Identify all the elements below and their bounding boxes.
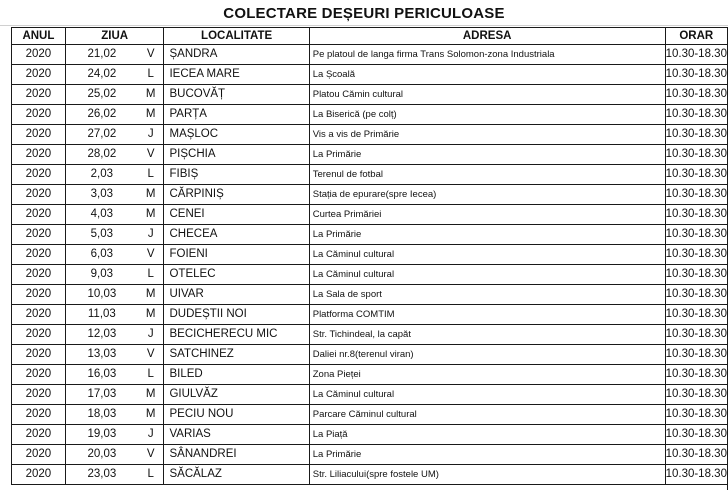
- cell-address: La Piață: [309, 425, 665, 445]
- cell-date: 28,02: [65, 145, 138, 165]
- cell-address: Str. Tichindeal, la capăt: [309, 325, 665, 345]
- cell-hours: 10.30-18.30: [665, 145, 727, 165]
- cell-year: 2020: [12, 205, 66, 225]
- cell-weekday: J: [138, 425, 164, 445]
- cell-hours: 10.30-18.30: [665, 85, 727, 105]
- cell-date: 20,03: [65, 445, 138, 465]
- cell-year: 2020: [12, 185, 66, 205]
- cell-locality: IECEA MARE: [164, 65, 309, 85]
- table-row: [12, 385, 728, 405]
- cell-date: 3,03: [65, 185, 138, 205]
- cell-weekday: L: [138, 365, 164, 385]
- cell-locality: SATCHINEZ: [164, 345, 309, 365]
- table-row: [12, 225, 728, 245]
- cell-hours: 10.30-18.30: [665, 265, 727, 285]
- table-row: [12, 165, 728, 185]
- cell-weekday: V: [138, 145, 164, 165]
- cell-date: 5,03: [65, 225, 138, 245]
- cell-weekday: V: [138, 245, 164, 265]
- cell-address: La Școală: [309, 65, 665, 85]
- cell-date: 16,03: [65, 365, 138, 385]
- cell-date: 26,02: [65, 105, 138, 125]
- table-row: [12, 105, 728, 125]
- cell-hours: 10.30-18.30: [665, 405, 727, 425]
- cell-year: 2020: [12, 345, 66, 365]
- cell-address: Curtea Primăriei: [309, 205, 665, 225]
- cell-hours: 10.30-18.30: [665, 245, 727, 265]
- cell-year: 2020: [12, 145, 66, 165]
- cell-address: Platforma COMTIM: [309, 305, 665, 325]
- cell-weekday: M: [138, 205, 164, 225]
- table-row: [12, 125, 728, 145]
- cell-locality: PECIU NOU: [164, 405, 309, 425]
- table-row: [12, 325, 728, 345]
- cell-locality: UIVAR: [164, 285, 309, 305]
- table-row: [12, 445, 728, 465]
- cell-address: La Primărie: [309, 225, 665, 245]
- table-row: [12, 245, 728, 265]
- cell-weekday: L: [138, 265, 164, 285]
- table-row: [12, 45, 728, 65]
- cell-address: Vis a vis de Primărie: [309, 125, 665, 145]
- cell-date: 17,03: [65, 385, 138, 405]
- cell-year: 2020: [12, 425, 66, 445]
- cell-date: 2,03: [65, 165, 138, 185]
- cell-year: 2020: [12, 65, 66, 85]
- cell-year: 2020: [12, 445, 66, 465]
- cell-weekday: M: [138, 385, 164, 405]
- cell-date: 27,02: [65, 125, 138, 145]
- cell-weekday: L: [138, 465, 164, 485]
- table-row: [12, 185, 728, 205]
- cell-year: 2020: [12, 225, 66, 245]
- cell-year: 2020: [12, 125, 66, 145]
- cell-hours: 10.30-18.30: [665, 465, 727, 485]
- cell-locality: CĂRPINIȘ: [164, 185, 309, 205]
- cell-locality: OTELEC: [164, 265, 309, 285]
- cell-year: 2020: [12, 285, 66, 305]
- cell-hours: 10.30-18.30: [665, 45, 727, 65]
- cell-year: 2020: [12, 305, 66, 325]
- header-locality: LOCALITATE: [164, 28, 309, 45]
- cell-hours: 10.30-18.30: [665, 105, 727, 125]
- cell-weekday: M: [138, 405, 164, 425]
- cell-date: 10,03: [65, 285, 138, 305]
- cell-hours: 10.30-18.30: [665, 445, 727, 465]
- cell-locality: SĂCĂLAZ: [164, 465, 309, 485]
- cell-weekday: M: [138, 285, 164, 305]
- cell-hours: 10.30-18.30: [665, 65, 727, 85]
- cell-hours: 10.30-18.30: [665, 325, 727, 345]
- cell-weekday: V: [138, 45, 164, 65]
- cell-year: 2020: [12, 245, 66, 265]
- table-row: [12, 285, 728, 305]
- table-row: [12, 425, 728, 445]
- cell-address: Parcare Căminul cultural: [309, 405, 665, 425]
- cell-locality: DUDEȘTII NOI: [164, 305, 309, 325]
- cell-hours: 10.30-18.30: [665, 125, 727, 145]
- cell-locality: VARIAS: [164, 425, 309, 445]
- cell-address: Pe platoul de langa firma Trans Solomon-zona Industriala: [309, 45, 665, 65]
- cell-hours: 10.30-18.30: [665, 165, 727, 185]
- cell-locality: FOIENI: [164, 245, 309, 265]
- header-address: ADRESA: [309, 28, 665, 45]
- cell-year: 2020: [12, 265, 66, 285]
- cell-weekday: L: [138, 65, 164, 85]
- cell-locality: ȘANDRA: [164, 45, 309, 65]
- cell-date: 21,02: [65, 45, 138, 65]
- cell-locality: PARȚA: [164, 105, 309, 125]
- cell-address: Zona Pieței: [309, 365, 665, 385]
- cell-address: Terenul de fotbal: [309, 165, 665, 185]
- cell-locality: BILED: [164, 365, 309, 385]
- cell-address: La Primărie: [309, 145, 665, 165]
- cell-hours: 10.30-18.30: [665, 425, 727, 445]
- cell-locality: GIULVĂZ: [164, 385, 309, 405]
- page-title: COLECTARE DEȘEURI PERICULOASE: [223, 4, 505, 22]
- cell-date: 6,03: [65, 245, 138, 265]
- cell-weekday: J: [138, 225, 164, 245]
- cell-date: 19,03: [65, 425, 138, 445]
- cell-year: 2020: [12, 465, 66, 485]
- cell-locality: CHECEA: [164, 225, 309, 245]
- cell-address: Daliei nr.8(terenul viran): [309, 345, 665, 365]
- cell-weekday: J: [138, 125, 164, 145]
- cell-locality: SÂNANDREI: [164, 445, 309, 465]
- cell-address: La Sala de sport: [309, 285, 665, 305]
- table-row: [12, 205, 728, 225]
- cell-date: 18,03: [65, 405, 138, 425]
- cell-hours: 10.30-18.30: [665, 225, 727, 245]
- table-row: [12, 145, 728, 165]
- cell-date: 23,03: [65, 465, 138, 485]
- cell-date: 24,02: [65, 65, 138, 85]
- cell-year: 2020: [12, 85, 66, 105]
- cell-weekday: M: [138, 105, 164, 125]
- cell-hours: 10.30-18.30: [665, 385, 727, 405]
- cell-hours: 10.30-18.30: [665, 305, 727, 325]
- table-row: [12, 85, 728, 105]
- header-day: ZIUA: [65, 28, 164, 45]
- cell-locality: CENEI: [164, 205, 309, 225]
- cell-address: Str. Liliacului(spre fostele UM): [309, 465, 665, 485]
- cell-locality: FIBIȘ: [164, 165, 309, 185]
- cell-year: 2020: [12, 165, 66, 185]
- table-row: [12, 365, 728, 385]
- cell-date: 12,03: [65, 325, 138, 345]
- cell-year: 2020: [12, 105, 66, 125]
- cell-year: 2020: [12, 325, 66, 345]
- table-row: [12, 265, 728, 285]
- table-row: [12, 65, 728, 85]
- table-row: [12, 465, 728, 485]
- cell-date: 4,03: [65, 205, 138, 225]
- cell-weekday: M: [138, 185, 164, 205]
- cell-weekday: V: [138, 445, 164, 465]
- header-year: ANUL: [12, 28, 66, 45]
- cell-address: La Biserică (pe colț): [309, 105, 665, 125]
- cell-hours: 10.30-18.30: [665, 205, 727, 225]
- cell-year: 2020: [12, 365, 66, 385]
- cell-locality: BECICHERECU MIC: [164, 325, 309, 345]
- cell-locality: BUCOVĂȚ: [164, 85, 309, 105]
- cell-address: La Căminul cultural: [309, 265, 665, 285]
- header-row: [12, 28, 728, 45]
- cell-address: Stația de epurare(spre Iecea): [309, 185, 665, 205]
- cell-address: La Căminul cultural: [309, 385, 665, 405]
- cell-weekday: V: [138, 345, 164, 365]
- cell-date: 13,03: [65, 345, 138, 365]
- cell-year: 2020: [12, 45, 66, 65]
- header-hours: ORAR: [665, 28, 727, 45]
- cell-address: La Căminul cultural: [309, 245, 665, 265]
- table-row: [12, 405, 728, 425]
- cell-weekday: L: [138, 165, 164, 185]
- cell-hours: 10.30-18.30: [665, 365, 727, 385]
- cell-date: 9,03: [65, 265, 138, 285]
- table-row: [12, 345, 728, 365]
- cell-date: 25,02: [65, 85, 138, 105]
- cell-weekday: J: [138, 325, 164, 345]
- cell-weekday: M: [138, 85, 164, 105]
- cell-hours: 10.30-18.30: [665, 285, 727, 305]
- cell-locality: PIȘCHIA: [164, 145, 309, 165]
- cell-hours: 10.30-18.30: [665, 185, 727, 205]
- cell-address: La Primărie: [309, 445, 665, 465]
- title-divider: [0, 25, 728, 26]
- table-row: [12, 305, 728, 325]
- collection-schedule-table: [11, 27, 728, 485]
- cell-locality: MAȘLOC: [164, 125, 309, 145]
- cell-weekday: M: [138, 305, 164, 325]
- cell-date: 11,03: [65, 305, 138, 325]
- cell-year: 2020: [12, 385, 66, 405]
- cell-year: 2020: [12, 405, 66, 425]
- cell-hours: 10.30-18.30: [665, 345, 727, 365]
- cell-address: Platou Cămin cultural: [309, 85, 665, 105]
